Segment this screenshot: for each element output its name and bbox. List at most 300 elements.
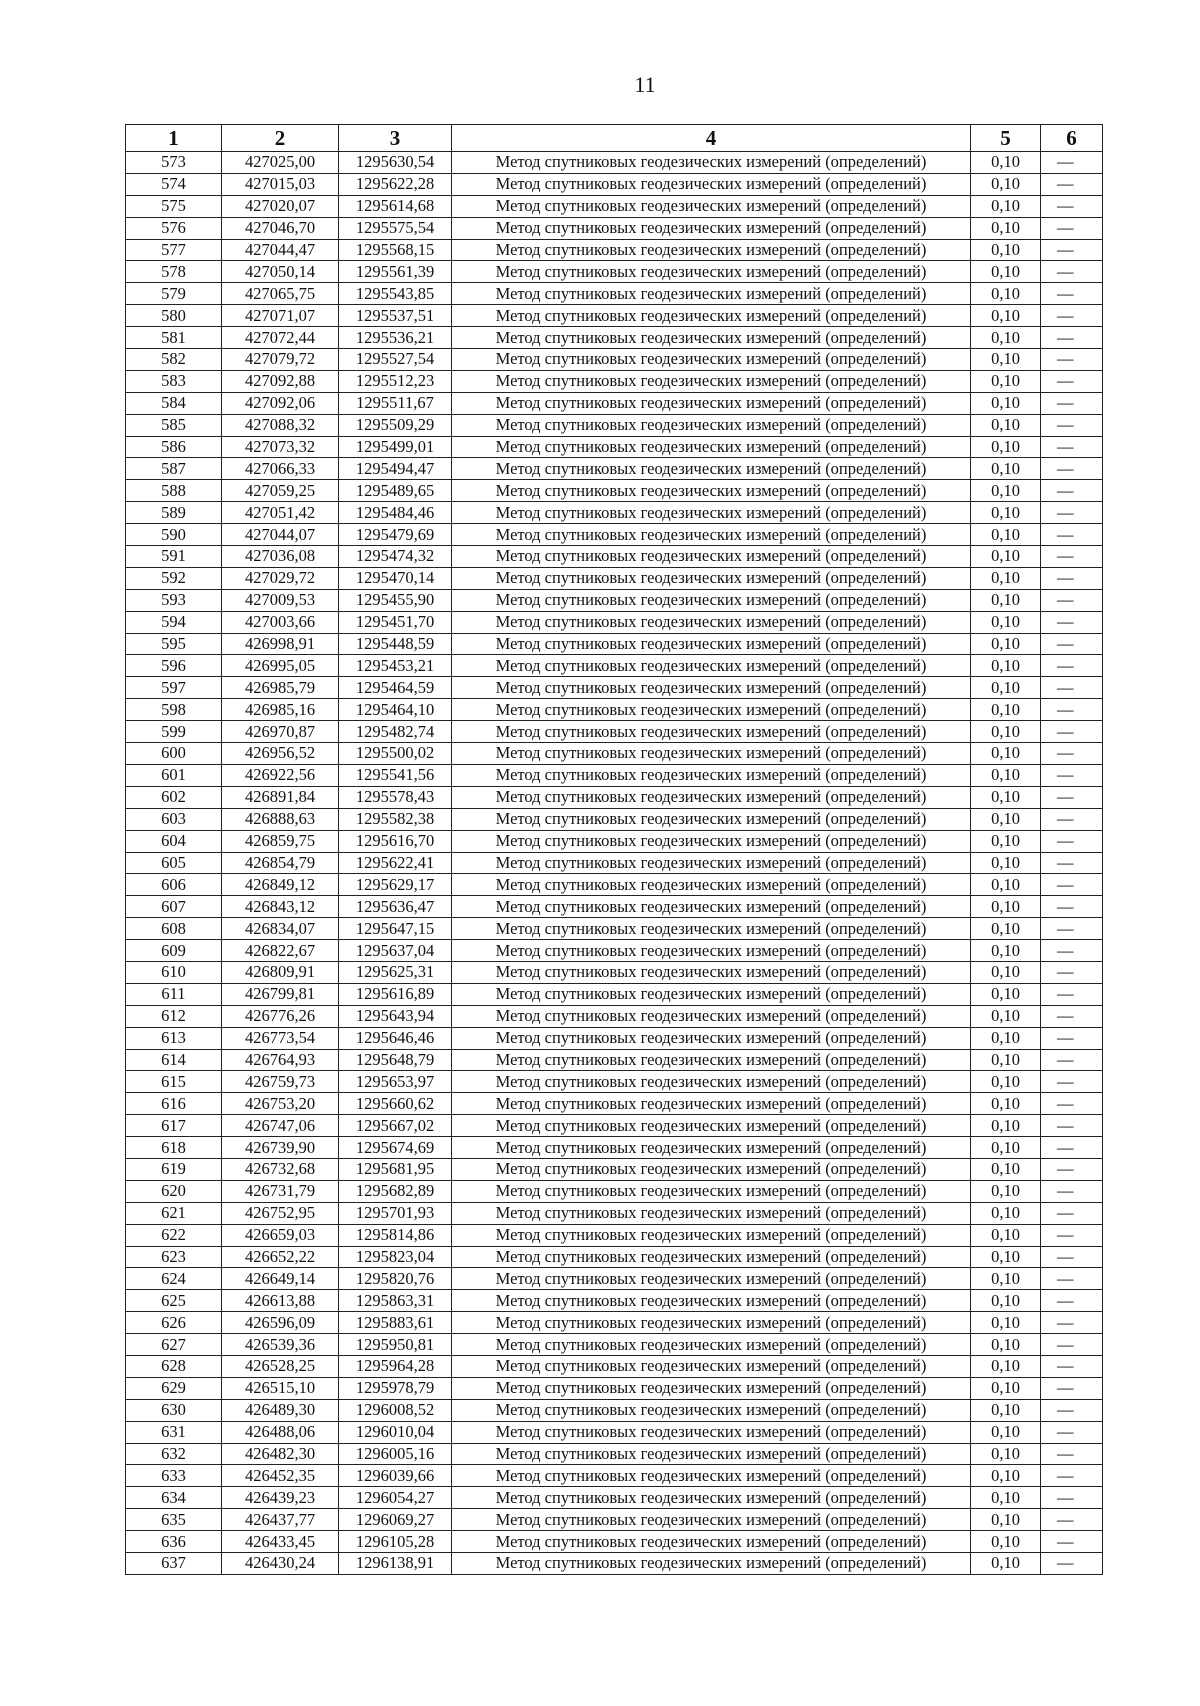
table-row: [126, 940, 1103, 962]
table-row: [126, 1268, 1103, 1290]
point-number-cell: 632: [126, 1443, 222, 1465]
y-coordinate-cell: 1295653,97: [339, 1071, 452, 1093]
point-number-cell: 621: [126, 1202, 222, 1224]
point-number-cell: 630: [126, 1399, 222, 1421]
x-coordinate-cell: 426773,54: [222, 1027, 339, 1049]
method-cell: Метод спутниковых геодезических измерений (определений): [452, 261, 971, 283]
table-row: [126, 152, 1103, 174]
note-cell: —: [1041, 1093, 1103, 1115]
method-cell: Метод спутниковых геодезических измерений (определений): [452, 1399, 971, 1421]
table-row: [126, 567, 1103, 589]
table-row: [126, 743, 1103, 765]
accuracy-cell: 0,10: [971, 940, 1041, 962]
y-coordinate-cell: 1295820,76: [339, 1268, 452, 1290]
y-coordinate-cell: 1295541,56: [339, 764, 452, 786]
y-coordinate-cell: 1295616,89: [339, 983, 452, 1005]
x-coordinate-cell: 427025,00: [222, 152, 339, 174]
note-cell: —: [1041, 1049, 1103, 1071]
table-row: [126, 1158, 1103, 1180]
note-cell: —: [1041, 436, 1103, 458]
point-number-cell: 627: [126, 1334, 222, 1356]
y-coordinate-cell: 1295578,43: [339, 786, 452, 808]
y-coordinate-cell: 1295883,61: [339, 1312, 452, 1334]
accuracy-cell: 0,10: [971, 677, 1041, 699]
note-cell: —: [1041, 896, 1103, 918]
accuracy-cell: 0,10: [971, 1377, 1041, 1399]
y-coordinate-cell: 1296005,16: [339, 1443, 452, 1465]
method-cell: Метод спутниковых геодезических измерений (определений): [452, 961, 971, 983]
point-number-cell: 581: [126, 327, 222, 349]
method-cell: Метод спутниковых геодезических измерений (определений): [452, 392, 971, 414]
method-cell: Метод спутниковых геодезических измерений (определений): [452, 195, 971, 217]
x-coordinate-cell: 427009,53: [222, 589, 339, 611]
accuracy-cell: 0,10: [971, 655, 1041, 677]
accuracy-cell: 0,10: [971, 1290, 1041, 1312]
accuracy-cell: 0,10: [971, 327, 1041, 349]
x-coordinate-cell: 427050,14: [222, 261, 339, 283]
note-cell: —: [1041, 786, 1103, 808]
table-row: [126, 283, 1103, 305]
note-cell: —: [1041, 677, 1103, 699]
accuracy-cell: 0,10: [971, 611, 1041, 633]
x-coordinate-cell: 427059,25: [222, 480, 339, 502]
note-cell: —: [1041, 1509, 1103, 1531]
method-cell: Метод спутниковых геодезических измерений (определений): [452, 173, 971, 195]
x-coordinate-cell: 427015,03: [222, 173, 339, 195]
table-row: [126, 1005, 1103, 1027]
method-cell: Метод спутниковых геодезических измерений (определений): [452, 1202, 971, 1224]
method-cell: Метод спутниковых геодезических измерений (определений): [452, 852, 971, 874]
y-coordinate-cell: 1295575,54: [339, 217, 452, 239]
y-coordinate-cell: 1295648,79: [339, 1049, 452, 1071]
note-cell: —: [1041, 1487, 1103, 1509]
point-number-cell: 611: [126, 983, 222, 1005]
method-cell: Метод спутниковых геодезических измерений (определений): [452, 896, 971, 918]
point-number-cell: 579: [126, 283, 222, 305]
accuracy-cell: 0,10: [971, 1312, 1041, 1334]
point-number-cell: 592: [126, 567, 222, 589]
accuracy-cell: 0,10: [971, 1487, 1041, 1509]
method-cell: Метод спутниковых геодезических измерений (определений): [452, 502, 971, 524]
accuracy-cell: 0,10: [971, 1246, 1041, 1268]
accuracy-cell: 0,10: [971, 436, 1041, 458]
note-cell: —: [1041, 940, 1103, 962]
point-number-cell: 598: [126, 699, 222, 721]
x-coordinate-cell: 426799,81: [222, 983, 339, 1005]
x-coordinate-cell: 426843,12: [222, 896, 339, 918]
y-coordinate-cell: 1296069,27: [339, 1509, 452, 1531]
point-number-cell: 605: [126, 852, 222, 874]
y-coordinate-cell: 1295512,23: [339, 370, 452, 392]
x-coordinate-cell: 426985,16: [222, 699, 339, 721]
point-number-cell: 636: [126, 1531, 222, 1553]
method-cell: Метод спутниковых геодезических измерений (определений): [452, 786, 971, 808]
x-coordinate-cell: 426822,67: [222, 940, 339, 962]
y-coordinate-cell: 1295646,46: [339, 1027, 452, 1049]
point-number-cell: 628: [126, 1355, 222, 1377]
y-coordinate-cell: 1295511,67: [339, 392, 452, 414]
accuracy-cell: 0,10: [971, 983, 1041, 1005]
note-cell: —: [1041, 305, 1103, 327]
note-cell: —: [1041, 699, 1103, 721]
note-cell: —: [1041, 655, 1103, 677]
point-number-cell: 631: [126, 1421, 222, 1443]
table-row: [126, 1355, 1103, 1377]
method-cell: Метод спутниковых геодезических измерений (определений): [452, 217, 971, 239]
accuracy-cell: 0,10: [971, 261, 1041, 283]
point-number-cell: 635: [126, 1509, 222, 1531]
table-row: [126, 655, 1103, 677]
method-cell: Метод спутниковых геодезических измерений (определений): [452, 546, 971, 568]
note-cell: —: [1041, 852, 1103, 874]
y-coordinate-cell: 1295630,54: [339, 152, 452, 174]
accuracy-cell: 0,10: [971, 524, 1041, 546]
y-coordinate-cell: 1295647,15: [339, 918, 452, 940]
point-number-cell: 574: [126, 173, 222, 195]
accuracy-cell: 0,10: [971, 808, 1041, 830]
point-number-cell: 588: [126, 480, 222, 502]
point-number-cell: 624: [126, 1268, 222, 1290]
method-cell: Метод спутниковых геодезических измерений (определений): [452, 699, 971, 721]
y-coordinate-cell: 1295494,47: [339, 458, 452, 480]
accuracy-cell: 0,10: [971, 1465, 1041, 1487]
note-cell: —: [1041, 458, 1103, 480]
point-number-cell: 589: [126, 502, 222, 524]
accuracy-cell: 0,10: [971, 1202, 1041, 1224]
table-row: [126, 414, 1103, 436]
table-row: [126, 436, 1103, 458]
table-row: [126, 1137, 1103, 1159]
note-cell: —: [1041, 1268, 1103, 1290]
y-coordinate-cell: 1295667,02: [339, 1115, 452, 1137]
y-coordinate-cell: 1295470,14: [339, 567, 452, 589]
x-coordinate-cell: 426539,36: [222, 1334, 339, 1356]
x-coordinate-cell: 426752,95: [222, 1202, 339, 1224]
note-cell: —: [1041, 633, 1103, 655]
accuracy-cell: 0,10: [971, 1355, 1041, 1377]
accuracy-cell: 0,10: [971, 349, 1041, 371]
y-coordinate-cell: 1295637,04: [339, 940, 452, 962]
point-number-cell: 595: [126, 633, 222, 655]
x-coordinate-cell: 426998,91: [222, 633, 339, 655]
table-row: [126, 195, 1103, 217]
point-number-cell: 583: [126, 370, 222, 392]
point-number-cell: 637: [126, 1553, 222, 1575]
accuracy-cell: 0,10: [971, 786, 1041, 808]
point-number-cell: 591: [126, 546, 222, 568]
accuracy-cell: 0,10: [971, 239, 1041, 261]
table-row: [126, 1553, 1103, 1575]
table-row: [126, 874, 1103, 896]
x-coordinate-cell: 426452,35: [222, 1465, 339, 1487]
table-row: [126, 633, 1103, 655]
point-number-cell: 597: [126, 677, 222, 699]
accuracy-cell: 0,10: [971, 896, 1041, 918]
point-number-cell: 622: [126, 1224, 222, 1246]
x-coordinate-cell: 427065,75: [222, 283, 339, 305]
y-coordinate-cell: 1296039,66: [339, 1465, 452, 1487]
note-cell: —: [1041, 1158, 1103, 1180]
note-cell: —: [1041, 874, 1103, 896]
accuracy-cell: 0,10: [971, 370, 1041, 392]
accuracy-cell: 0,10: [971, 1137, 1041, 1159]
table-row: [126, 1509, 1103, 1531]
x-coordinate-cell: 427088,32: [222, 414, 339, 436]
x-coordinate-cell: 426759,73: [222, 1071, 339, 1093]
y-coordinate-cell: 1295482,74: [339, 721, 452, 743]
note-cell: —: [1041, 1005, 1103, 1027]
point-number-cell: 626: [126, 1312, 222, 1334]
y-coordinate-cell: 1295823,04: [339, 1246, 452, 1268]
y-coordinate-cell: 1295625,31: [339, 961, 452, 983]
table-row: [126, 392, 1103, 414]
table-row: [126, 524, 1103, 546]
note-cell: —: [1041, 173, 1103, 195]
method-cell: Метод спутниковых геодезических измерений (определений): [452, 1355, 971, 1377]
y-coordinate-cell: 1295561,39: [339, 261, 452, 283]
method-cell: Метод спутниковых геодезических измерений (определений): [452, 940, 971, 962]
point-number-cell: 576: [126, 217, 222, 239]
table-row: [126, 1531, 1103, 1553]
point-number-cell: 593: [126, 589, 222, 611]
method-cell: Метод спутниковых геодезических измерений (определений): [452, 436, 971, 458]
table-row: [126, 764, 1103, 786]
x-coordinate-cell: 426849,12: [222, 874, 339, 896]
table-row: [126, 1443, 1103, 1465]
method-cell: Метод спутниковых геодезических измерений (определений): [452, 1115, 971, 1137]
accuracy-cell: 0,10: [971, 961, 1041, 983]
note-cell: —: [1041, 830, 1103, 852]
note-cell: —: [1041, 480, 1103, 502]
x-coordinate-cell: 426439,23: [222, 1487, 339, 1509]
y-coordinate-cell: 1295681,95: [339, 1158, 452, 1180]
table-row: [126, 589, 1103, 611]
header-cell: 1: [126, 125, 222, 152]
note-cell: —: [1041, 1202, 1103, 1224]
table-row: [126, 1487, 1103, 1509]
accuracy-cell: 0,10: [971, 195, 1041, 217]
table-row: [126, 721, 1103, 743]
method-cell: Метод спутниковых геодезических измерений (определений): [452, 458, 971, 480]
note-cell: —: [1041, 1465, 1103, 1487]
accuracy-cell: 0,10: [971, 414, 1041, 436]
method-cell: Метод спутниковых геодезических измерений (определений): [452, 1553, 971, 1575]
x-coordinate-cell: 426956,52: [222, 743, 339, 765]
method-cell: Метод спутниковых геодезических измерений (определений): [452, 1027, 971, 1049]
accuracy-cell: 0,10: [971, 1553, 1041, 1575]
method-cell: Метод спутниковых геодезических измерений (определений): [452, 1268, 971, 1290]
method-cell: Метод спутниковых геодезических измерений (определений): [452, 983, 971, 1005]
note-cell: —: [1041, 152, 1103, 174]
accuracy-cell: 0,10: [971, 1115, 1041, 1137]
point-number-cell: 586: [126, 436, 222, 458]
accuracy-cell: 0,10: [971, 852, 1041, 874]
x-coordinate-cell: 426649,14: [222, 1268, 339, 1290]
method-cell: Метод спутниковых геодезических измерений (определений): [452, 1421, 971, 1443]
point-number-cell: 575: [126, 195, 222, 217]
accuracy-cell: 0,10: [971, 173, 1041, 195]
accuracy-cell: 0,10: [971, 743, 1041, 765]
table-row: [126, 1202, 1103, 1224]
y-coordinate-cell: 1296010,04: [339, 1421, 452, 1443]
table-row: [126, 808, 1103, 830]
method-cell: Метод спутниковых геодезических измерений (определений): [452, 1180, 971, 1202]
note-cell: —: [1041, 961, 1103, 983]
x-coordinate-cell: 427072,44: [222, 327, 339, 349]
method-cell: Метод спутниковых геодезических измерений (определений): [452, 830, 971, 852]
point-number-cell: 594: [126, 611, 222, 633]
accuracy-cell: 0,10: [971, 1071, 1041, 1093]
point-number-cell: 613: [126, 1027, 222, 1049]
note-cell: —: [1041, 1377, 1103, 1399]
point-number-cell: 616: [126, 1093, 222, 1115]
accuracy-cell: 0,10: [971, 699, 1041, 721]
y-coordinate-cell: 1295978,79: [339, 1377, 452, 1399]
table-row: [126, 1224, 1103, 1246]
note-cell: —: [1041, 611, 1103, 633]
y-coordinate-cell: 1296054,27: [339, 1487, 452, 1509]
y-coordinate-cell: 1295950,81: [339, 1334, 452, 1356]
header-row: [126, 125, 1103, 152]
page-number: 11: [634, 72, 656, 97]
note-cell: —: [1041, 983, 1103, 1005]
method-cell: Метод спутниковых геодезических измерений (определений): [452, 283, 971, 305]
accuracy-cell: 0,10: [971, 589, 1041, 611]
method-cell: Метод спутниковых геодезических измерений (определений): [452, 1465, 971, 1487]
method-cell: Метод спутниковых геодезических измерений (определений): [452, 1290, 971, 1312]
x-coordinate-cell: 426854,79: [222, 852, 339, 874]
header-cell: 5: [971, 125, 1041, 152]
x-coordinate-cell: 426437,77: [222, 1509, 339, 1531]
x-coordinate-cell: 426515,10: [222, 1377, 339, 1399]
x-coordinate-cell: 426753,20: [222, 1093, 339, 1115]
note-cell: —: [1041, 1421, 1103, 1443]
x-coordinate-cell: 427073,32: [222, 436, 339, 458]
y-coordinate-cell: 1295464,59: [339, 677, 452, 699]
accuracy-cell: 0,10: [971, 1509, 1041, 1531]
y-coordinate-cell: 1296008,52: [339, 1399, 452, 1421]
point-number-cell: 610: [126, 961, 222, 983]
table-row: [126, 239, 1103, 261]
x-coordinate-cell: 426528,25: [222, 1355, 339, 1377]
y-coordinate-cell: 1295701,93: [339, 1202, 452, 1224]
y-coordinate-cell: 1295537,51: [339, 305, 452, 327]
table-row: [126, 896, 1103, 918]
accuracy-cell: 0,10: [971, 874, 1041, 896]
x-coordinate-cell: 427092,88: [222, 370, 339, 392]
point-number-cell: 634: [126, 1487, 222, 1509]
accuracy-cell: 0,10: [971, 458, 1041, 480]
point-number-cell: 577: [126, 239, 222, 261]
method-cell: Метод спутниковых геодезических измерений (определений): [452, 1071, 971, 1093]
x-coordinate-cell: 426859,75: [222, 830, 339, 852]
y-coordinate-cell: 1295464,10: [339, 699, 452, 721]
note-cell: —: [1041, 349, 1103, 371]
note-cell: —: [1041, 283, 1103, 305]
y-coordinate-cell: 1295453,21: [339, 655, 452, 677]
method-cell: Метод спутниковых геодезических измерений (определений): [452, 655, 971, 677]
method-cell: Метод спутниковых геодезических измерений (определений): [452, 918, 971, 940]
x-coordinate-cell: 427046,70: [222, 217, 339, 239]
accuracy-cell: 0,10: [971, 1268, 1041, 1290]
point-number-cell: 617: [126, 1115, 222, 1137]
accuracy-cell: 0,10: [971, 633, 1041, 655]
method-cell: Метод спутниковых геодезических измерений (определений): [452, 1158, 971, 1180]
x-coordinate-cell: 426430,24: [222, 1553, 339, 1575]
note-cell: —: [1041, 524, 1103, 546]
point-number-cell: 609: [126, 940, 222, 962]
method-cell: Метод спутниковых геодезических измерений (определений): [452, 239, 971, 261]
x-coordinate-cell: 426731,79: [222, 1180, 339, 1202]
note-cell: —: [1041, 195, 1103, 217]
x-coordinate-cell: 426489,30: [222, 1399, 339, 1421]
accuracy-cell: 0,10: [971, 830, 1041, 852]
y-coordinate-cell: 1295527,54: [339, 349, 452, 371]
y-coordinate-cell: 1295674,69: [339, 1137, 452, 1159]
y-coordinate-cell: 1295536,21: [339, 327, 452, 349]
point-number-cell: 606: [126, 874, 222, 896]
accuracy-cell: 0,10: [971, 480, 1041, 502]
y-coordinate-cell: 1295484,46: [339, 502, 452, 524]
note-cell: —: [1041, 1531, 1103, 1553]
accuracy-cell: 0,10: [971, 1531, 1041, 1553]
point-number-cell: 625: [126, 1290, 222, 1312]
accuracy-cell: 0,10: [971, 1180, 1041, 1202]
note-cell: —: [1041, 721, 1103, 743]
method-cell: Метод спутниковых геодезических измерений (определений): [452, 1005, 971, 1027]
method-cell: Метод спутниковых геодезических измерений (определений): [452, 524, 971, 546]
point-number-cell: 633: [126, 1465, 222, 1487]
accuracy-cell: 0,10: [971, 1093, 1041, 1115]
table-row: [126, 1246, 1103, 1268]
accuracy-cell: 0,10: [971, 283, 1041, 305]
method-cell: Метод спутниковых геодезических измерений (определений): [452, 1334, 971, 1356]
method-cell: Метод спутниковых геодезических измерений (определений): [452, 1224, 971, 1246]
table-row: [126, 1115, 1103, 1137]
table-row: [126, 1377, 1103, 1399]
accuracy-cell: 0,10: [971, 1399, 1041, 1421]
note-cell: —: [1041, 1137, 1103, 1159]
x-coordinate-cell: 426809,91: [222, 961, 339, 983]
header-cell: 4: [452, 125, 971, 152]
table-row: [126, 1049, 1103, 1071]
point-number-cell: 582: [126, 349, 222, 371]
note-cell: —: [1041, 392, 1103, 414]
method-cell: Метод спутниковых геодезических измерений (определений): [452, 721, 971, 743]
table-row: [126, 852, 1103, 874]
x-coordinate-cell: 427029,72: [222, 567, 339, 589]
method-cell: Метод спутниковых геодезических измерений (определений): [452, 874, 971, 896]
note-cell: —: [1041, 1334, 1103, 1356]
point-number-cell: 618: [126, 1137, 222, 1159]
x-coordinate-cell: 426834,07: [222, 918, 339, 940]
x-coordinate-cell: 426732,68: [222, 1158, 339, 1180]
point-number-cell: 601: [126, 764, 222, 786]
table-row: [126, 961, 1103, 983]
note-cell: —: [1041, 546, 1103, 568]
method-cell: Метод спутниковых геодезических измерений (определений): [452, 1049, 971, 1071]
note-cell: —: [1041, 743, 1103, 765]
point-number-cell: 615: [126, 1071, 222, 1093]
y-coordinate-cell: 1295616,70: [339, 830, 452, 852]
accuracy-cell: 0,10: [971, 1443, 1041, 1465]
table-row: [126, 699, 1103, 721]
point-number-cell: 578: [126, 261, 222, 283]
x-coordinate-cell: 427079,72: [222, 349, 339, 371]
note-cell: —: [1041, 1355, 1103, 1377]
y-coordinate-cell: 1295622,28: [339, 173, 452, 195]
note-cell: —: [1041, 1246, 1103, 1268]
